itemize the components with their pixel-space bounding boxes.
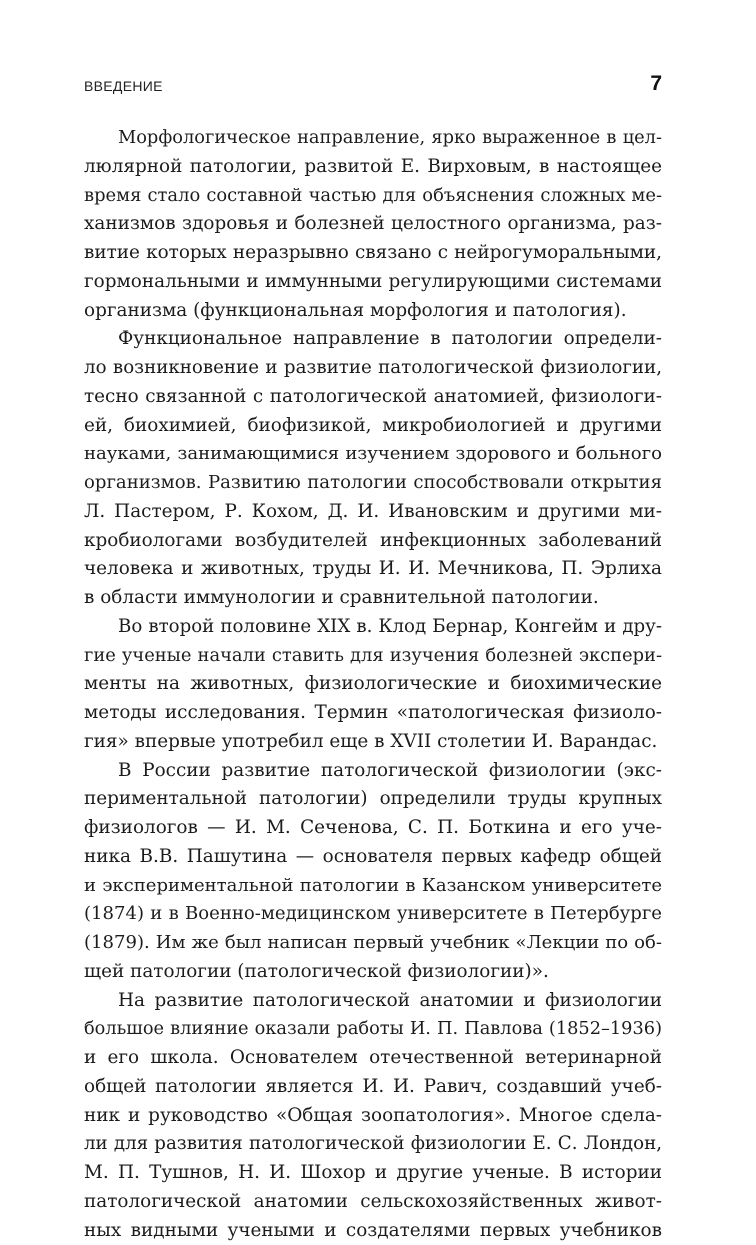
text-line: (1874) и в Военно-медицинском университете в Петербурге — [84, 900, 662, 929]
text-line: организмов. Развитию патологии способствовали открытия — [84, 469, 662, 498]
text-line: ло возникновение и развитие патологической физиологии, — [84, 354, 662, 383]
text-line: М. П. Тушнов, Н. И. Шохор и другие ученые. В истории — [84, 1159, 662, 1188]
text-line: и его школа. Основателем отечественной ветеринарной — [84, 1044, 662, 1073]
text-line: щей патологии (патологической физиологии)». — [84, 958, 662, 987]
text-line: патологической анатомии сельскохозяйственных живот- — [84, 1188, 662, 1217]
paragraph-pavlov — [84, 987, 662, 1245]
body-text — [84, 124, 662, 1245]
text-line: общей патологии является И. И. Равич, создавший учеб- — [84, 1073, 662, 1102]
text-line: На развитие патологической анатомии и физиологии — [84, 987, 662, 1016]
text-line: ей, биохимией, биофизикой, микробиологией и другими — [84, 412, 662, 441]
text-line: время стало составной частью для объяснения сложных ме- — [84, 182, 662, 211]
text-line: физиологов — И. М. Сеченова, С. П. Боткина и его уче- — [84, 814, 662, 843]
text-line: гие ученые начали ставить для изучения болезней экспери- — [84, 642, 662, 671]
text-line: менты на животных, физиологические и биохимические — [84, 670, 662, 699]
page-number: 7 — [650, 72, 662, 96]
text-line: большое влияние оказали работы И. П. Павлова (1852–1936) — [84, 1015, 662, 1044]
text-line: Л. Пастером, Р. Кохом, Д. И. Ивановским и другими ми- — [84, 498, 662, 527]
text-line: ли для развития патологической физиологии Е. С. Лондон, — [84, 1130, 662, 1159]
text-line: и экспериментальной патологии в Казанском университете — [84, 872, 662, 901]
text-line: Функциональное направление в патологии определи- — [84, 325, 662, 354]
text-line: витие которых неразрывно связано с нейрогуморальными, — [84, 239, 662, 268]
text-line: методы исследования. Термин «патологическая физиоло- — [84, 699, 662, 728]
running-head — [84, 74, 662, 98]
text-line: ханизмов здоровья и болезней целостного организма, раз- — [84, 210, 662, 239]
text-line: ника В.В. Пашутина — основателя первых кафедр общей — [84, 843, 662, 872]
text-line: гия» впервые употребил еще в XVII столетии И. Варандас. — [84, 728, 662, 757]
text-line: Во второй половине XIX в. Клод Бернар, Конгейм и дру- — [84, 613, 662, 642]
text-line: люлярной патологии, развитой Е. Вирховым, в настоящее — [84, 153, 662, 182]
text-line: В России развитие патологической физиологии (экс- — [84, 757, 662, 786]
text-line: гормональными и иммунными регулирующими системами — [84, 268, 662, 297]
text-line: тесно связанной с патологической анатомией, физиологи- — [84, 383, 662, 412]
paragraph-morphological-direction — [84, 124, 662, 325]
paragraph-nineteenth-century — [84, 613, 662, 757]
text-line: ных видными учеными и создателями первых учебников — [84, 1217, 662, 1245]
text-line: кробиологами возбудителей инфекционных заболеваний — [84, 527, 662, 556]
section-title: ВВЕДЕНИЕ — [84, 78, 163, 94]
paragraph-russia — [84, 757, 662, 987]
text-line: Морфологическое направление, ярко выраженное в цел- — [84, 124, 662, 153]
text-line: в области иммунологии и сравнительной патологии. — [84, 584, 662, 613]
text-line: человека и животных, труды И. И. Мечникова, П. Эрлиха — [84, 555, 662, 584]
text-line: (1879). Им же был написан первый учебник «Лекции по об- — [84, 929, 662, 958]
text-line: организма (функциональная морфология и патология). — [84, 297, 662, 326]
text-line: периментальной патологии) определили труды крупных — [84, 785, 662, 814]
paragraph-functional-direction — [84, 325, 662, 613]
text-line: науками, занимающимися изучением здорового и больного — [84, 440, 662, 469]
text-line: ник и руководство «Общая зоопатология». Многое сдела- — [84, 1102, 662, 1131]
